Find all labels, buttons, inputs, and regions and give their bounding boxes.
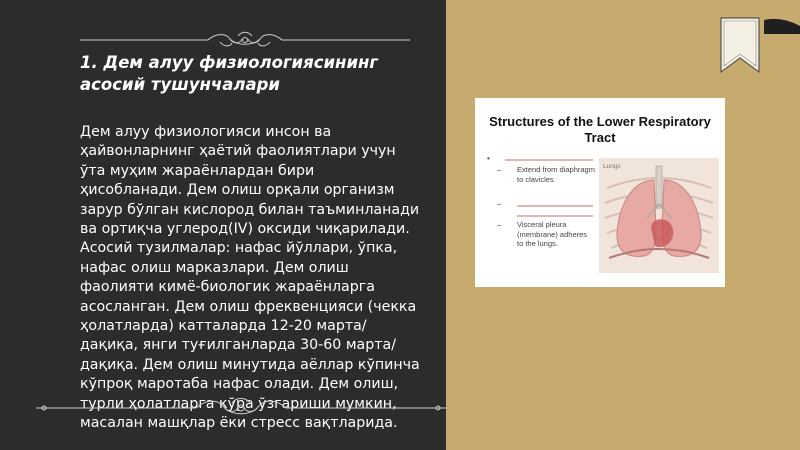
caption-extend: Extend from diaphragm to clavicles	[517, 165, 595, 184]
bookmark-icon	[719, 16, 761, 74]
caption-dash: –	[497, 165, 502, 174]
slide-title: 1. Дем алуу физиологиясининг асосий тушунчалари	[80, 53, 379, 94]
slide-body-text: Дем алуу физиологияси инсон ва ҳайвонларнинг ҳаётий фаолиятлари учун ўта муҳим жараёнлардан бири ҳисобланади. Дем олиш орқали организм зарур бўлган кислород билан таъминланади ва ортиқча углерод(IV) оксиди чиқарилади. Асосий тузилмалар: нафас йўллари, ўпка, нафас олиш марказлари. Дем олиш фаолияти кимё-биологик жараёнларга асосланган. Дем олиш фреквенцияси (чекка ҳолатларда) катталарда 12-20 марта/дақиқа, янги туғилганларда 30-60 марта/дақиқа. Дем олиш минутида аёллар кўпинча кўпроқ маротаба нафас олади. Дем олиш, турли ҳолатларга кўра ўзгариши мумкин, масалан машқлар ёки стресс вақтларида.	[80, 124, 420, 432]
page-curl-icon	[764, 18, 800, 34]
caption-dash: –	[497, 199, 502, 208]
lungs-illustration	[599, 158, 719, 273]
caption-dash: –	[497, 220, 502, 229]
top-divider-ornament	[80, 30, 410, 50]
caption-visceral-pleura: Visceral pleura (membrane) adheres to the lungs.	[517, 220, 588, 248]
image-title: Structures of the Lower Respiratory Tract	[489, 114, 711, 145]
image-bullet: •	[487, 154, 490, 163]
lower-respiratory-tract-image	[475, 98, 725, 287]
bottom-divider-ornament	[36, 396, 446, 420]
lungs-label: Lungs	[603, 163, 621, 170]
